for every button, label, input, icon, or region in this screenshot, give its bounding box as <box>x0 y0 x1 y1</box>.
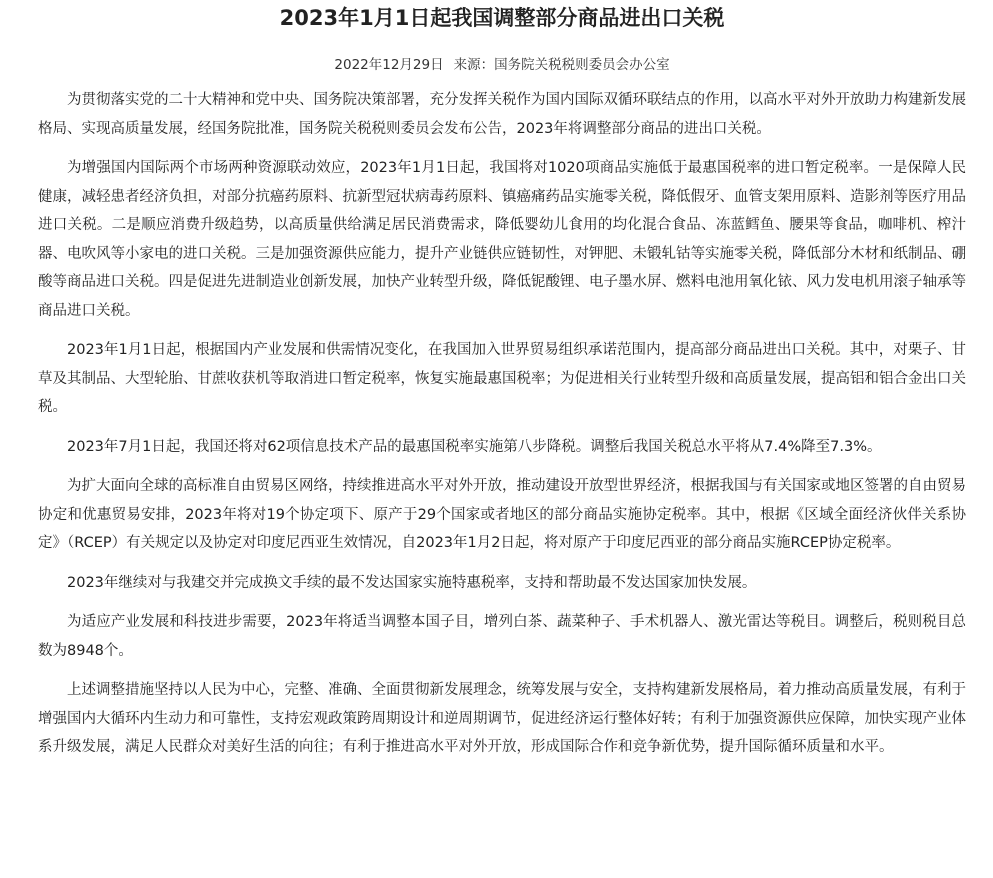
paragraph: 上述调整措施坚持以人民为中心，完整、准确、全面贯彻新发展理念，统筹发展与安全，支持构建新发展格局，着力推动高质量发展，有利于增强国内大循环内生动力和可靠性，支持宏观政策跨周期设计和逆周期调节，促进经济运行整体好转；有利于加强资源供应保障，加快实现产业体系升级发展，满足人民群众对美好生活的向往；有利于推进高水平对外开放，形成国际合作和竞争新优势，提升国际循环质量和水平。 <box>38 682 966 755</box>
article-body <box>38 86 966 762</box>
source-name: 国务院关税税则委员会办公室 <box>494 57 670 73</box>
paragraph: 为适应产业发展和科技进步需要，2023年将适当调整本国子目，增列白茶、蔬菜种子、手术机器人、激光雷达等税目。调整后，税则税目总数为8948个。 <box>38 614 966 659</box>
paragraph: 2023年1月1日起，根据国内产业发展和供需情况变化，在我国加入世界贸易组织承诺范围内，提高部分商品进出口关税。其中，对栗子、甘草及其制品、大型轮胎、甘蔗收获机等取消进口暂定税率，恢复实施最惠国税率；为促进相关行业转型升级和高质量发展，提高铝和铝合金出口关税。 <box>38 342 966 415</box>
source-label: 来源： <box>453 57 495 73</box>
paragraph: 2023年继续对与我建交并完成换文手续的最不发达国家实施特惠税率，支持和帮助最不发达国家加快发展。 <box>67 574 757 591</box>
paragraph: 为贯彻落实党的二十大精神和党中央、国务院决策部署，充分发挥关税作为国内国际双循环联结点的作用，以高水平对外开放助力构建新发展格局、实现高质量发展，经国务院批准，国务院关税税则委员会发布公告，2023年将调整部分商品的进出口关税。 <box>38 92 966 137</box>
paragraph: 为增强国内国际两个市场两种资源联动效应，2023年1月1日起，我国将对1020项商品实施低于最惠国税率的进口暂定税率。一是保障人民健康，减轻患者经济负担，对部分抗癌药原料、抗新型冠状病毒药原料、镇癌痛药品实施零关税，降低假牙、血管支架用原料、造影剂等医疗用品进口关税。二是顺应消费升级趋势，以高质量供给满足居民消费需求，降低婴幼儿食用的均化混合食品、冻蓝鳕鱼、腰果等食品，咖啡机、榨汁器、电吹风等小家电的进口关税。三是加强资源供应能力，提升产业链供应链韧性，对钾肥、未锻轧钴等实施零关税，降低部分木材和纸制品、硼酸等商品进口关税。四是促进先进制造业创新发展，加快产业转型升级，降低铌酸锂、电子墨水屏、燃料电池用氧化铱、风力发电机用滚子轴承等商品进口关税。 <box>38 160 966 319</box>
paragraph: 为扩大面向全球的高标准自由贸易区网络，持续推进高水平对外开放，推动建设开放型世界经济，根据我国与有关国家或地区签署的自由贸易协定和优惠贸易安排，2023年将对19个协定项下、原产于29个国家或者地区的部分商品实施协定税率。其中，根据《区域全面经济伙伴关系协定》（RCEP）有关规定以及协定对印度尼西亚生效情况，自2023年1月2日起，将对原产于印度尼西亚的部分商品实施RCEP协定税率。 <box>38 478 966 551</box>
article-meta <box>38 52 966 78</box>
publish-date: 2022年12月29日 <box>334 57 444 73</box>
article-title: 2023年1月1日起我国调整部分商品进出口关税 <box>279 6 725 30</box>
paragraph: 2023年7月1日起，我国还将对62项信息技术产品的最惠国税率实施第八步降税。调整后我国关税总水平将从7.4%降至7.3%。 <box>67 438 882 455</box>
